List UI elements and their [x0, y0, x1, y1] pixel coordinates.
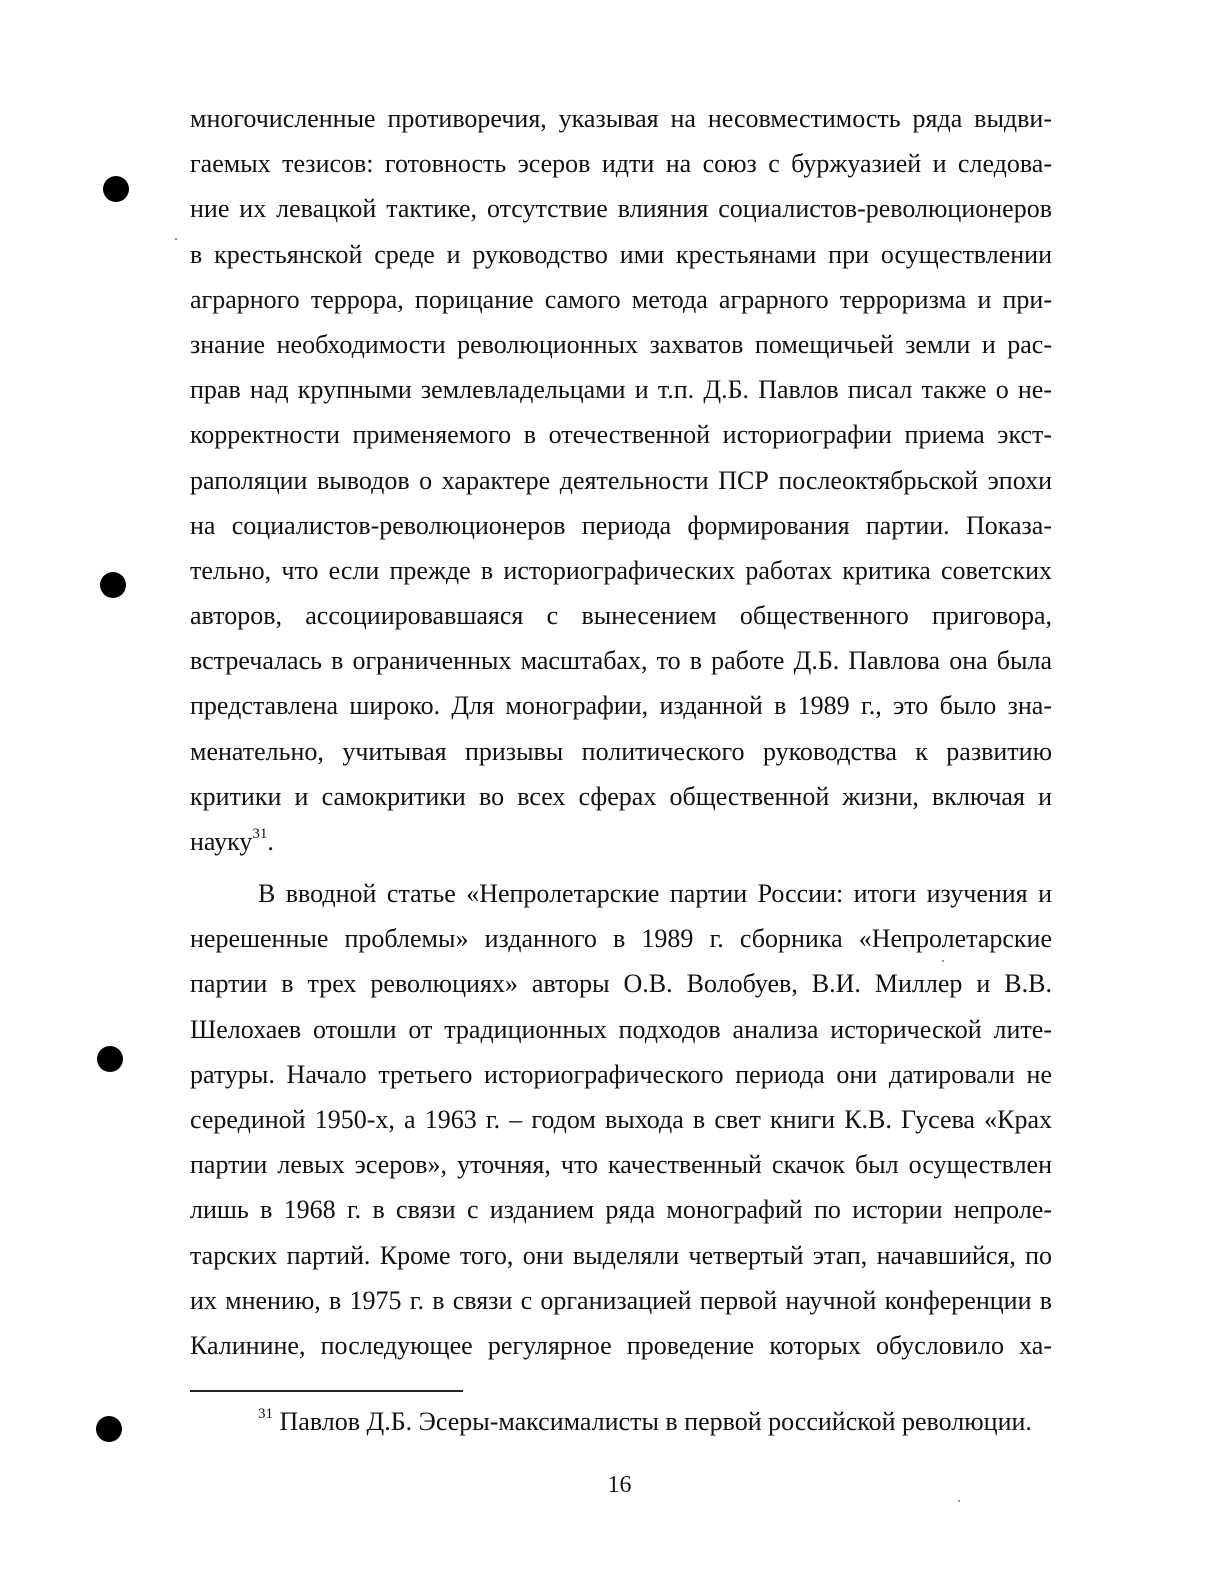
text-line: менательно, учитывая призывы политического руководства к развитию [190, 736, 1052, 766]
paragraph-1 [190, 96, 1052, 864]
text-line: прав над крупными землевладельцами и т.п. Д.Б. Павлов писал также о не- [190, 375, 1052, 405]
punch-hole [96, 1416, 122, 1442]
text-line: партии левых эсеров», уточняя, что качественный скачок был осуществлен [190, 1150, 1052, 1180]
punch-hole [97, 1046, 123, 1072]
text-line: многочисленные противоречия, указывая на несовместимость ряда выдви- [190, 104, 1052, 133]
text-line: В вводной статье «Непролетарские партии России: итоги изучения и [258, 879, 1052, 908]
text-line: Шелохаев отошли от традиционных подходов анализа исторической лите- [190, 1014, 1052, 1044]
text-line: на социалистов-революционеров периода формирования партии. Показа- [190, 510, 1052, 540]
text-line: авторов, ассоциировавшаяся с вынесением общественного приговора, [190, 601, 1052, 631]
text-line: встречалась в ограниченных масштабах, то в работе Д.Б. Павлова она была [190, 646, 1052, 676]
page-number: 16 [607, 1472, 632, 1498]
footnote-number: 31 [258, 1406, 273, 1422]
text-line: партии в трех революциях» авторы О.В. Волобуев, В.И. Миллер и В.В. [190, 969, 1052, 999]
text-line: в крестьянской среде и руководство ими крестьянами при осуществлении [190, 239, 1052, 269]
text-line-last [190, 819, 1052, 864]
footnote-reference[interactable]: 31 [252, 826, 268, 842]
footnote [258, 1402, 1032, 1442]
text-line: тельно, что если прежде в историографических работах критика советских [190, 555, 1052, 585]
text-line: критики и самокритики во всех сферах общественной жизни, включая и [190, 781, 1052, 811]
last-word: науку [190, 827, 253, 856]
text-line: знание необходимости революционных захватов помещичьей земли и рас- [190, 329, 1052, 359]
footnote-text: Павлов Д.Б. Эсеры-максималисты в первой российской революции. [273, 1407, 1032, 1436]
text-line: ратуры. Начало третьего историографического периода они датировали не [190, 1059, 1052, 1089]
text-line: тарских партий. Кроме того, они выделяли четвертый этап, начавшийся, по [190, 1240, 1052, 1270]
sentence-end: . [267, 827, 274, 856]
text-line: представлена широко. Для монографии, изданной в 1989 г., это было зна- [190, 691, 1052, 721]
text-line: ние их левацкой тактике, отсутствие влияния социалистов-революционеров [190, 194, 1052, 224]
paragraph-2 [190, 871, 1052, 1368]
text-line: аграрного террора, порицание самого метода аграрного терроризма и при- [190, 284, 1052, 314]
footnote-separator [190, 1390, 463, 1392]
scan-speck [958, 1500, 960, 1502]
text-line: гаемых тезисов: готовность эсеров идти на союз с буржуазией и следова- [190, 149, 1052, 179]
text-line: их мнению, в 1975 г. в связи с организацией первой научной конференции в [190, 1285, 1052, 1315]
punch-hole [100, 572, 126, 598]
text-line: Калинине, последующее регулярное проведение которых обусловило ха- [190, 1330, 1052, 1360]
text-line: лишь в 1968 г. в связи с изданием ряда монографий по истории непроле- [190, 1195, 1052, 1225]
text-line: раполяции выводов о характере деятельности ПСР послеоктябрьской эпохи [190, 465, 1052, 495]
text-line: серединой 1950-х, а 1963 г. – годом выхода в свет книги К.В. Гусева «Крах [190, 1104, 1052, 1134]
text-line: нерешенные проблемы» изданного в 1989 г. сборника «Непролетарские [190, 924, 1052, 954]
text-line: корректности применяемого в отечественной историографии приема экст- [190, 420, 1052, 450]
punch-hole [103, 176, 129, 202]
scan-speck [175, 238, 177, 240]
